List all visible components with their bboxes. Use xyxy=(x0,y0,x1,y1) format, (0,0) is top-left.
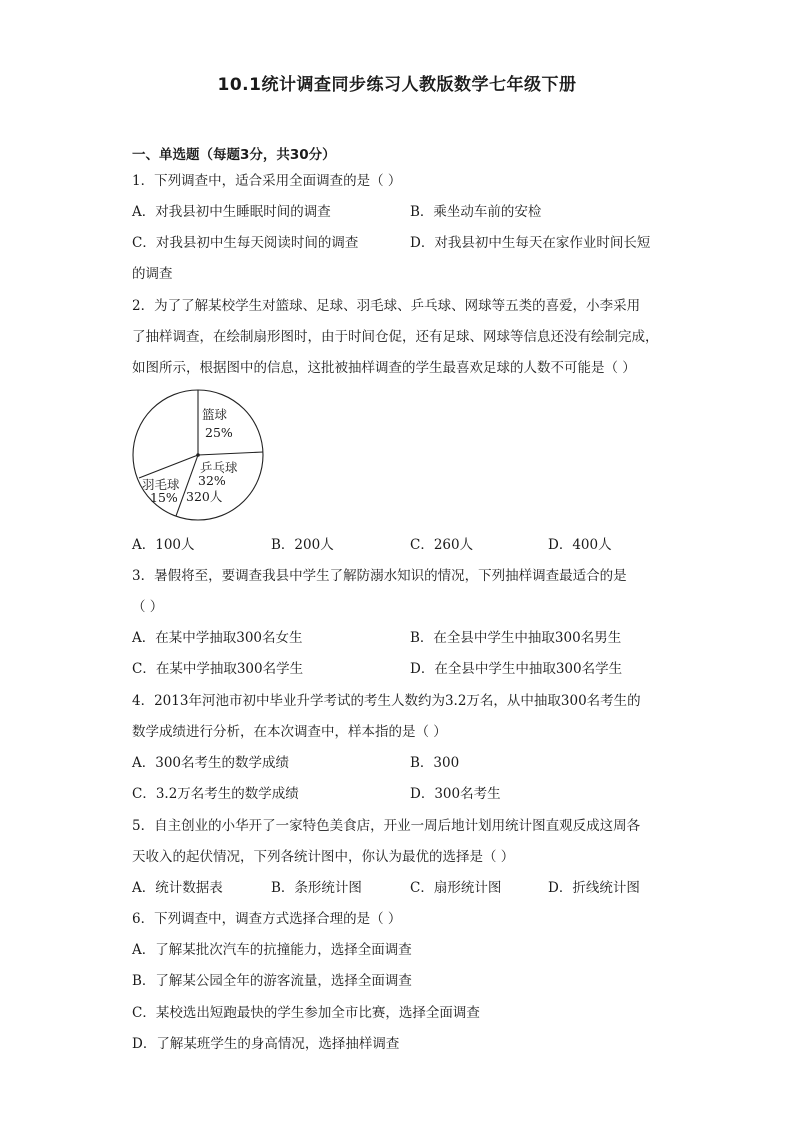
pie-divider-left xyxy=(139,455,198,478)
q4-line2: 数学成绩进行分析，在本次调查中，样本指的是（ ） xyxy=(132,724,447,740)
q1-option-b: B．乘坐动车前的安检 xyxy=(410,204,542,220)
q2-option-d: D．400人 xyxy=(548,537,612,553)
q5-option-d: D．折线统计图 xyxy=(548,880,640,896)
pie-count-pingpong: 320人 xyxy=(186,489,223,504)
q3-option-d: D．在全县中学生中抽取300名学生 xyxy=(410,661,623,677)
q2-option-c: C．260人 xyxy=(410,537,474,553)
pie-center xyxy=(196,453,200,457)
pie-divider-right xyxy=(198,452,263,455)
q6-stem: 6．下列调查中，调查方式选择合理的是（ ） xyxy=(132,911,402,927)
pie-pct-pingpong: 32% xyxy=(198,473,226,488)
q5-option-a: A．统计数据表 xyxy=(132,880,223,896)
pie-label-basketball: 篮球 xyxy=(202,407,228,422)
q2-line3: 如图所示，根据图中的信息，这批被抽样调查的学生最喜欢足球的人数不可能是（ ） xyxy=(132,360,636,376)
q5-line2: 天收入的起伏情况，下列各统计图中，你认为最优的选择是（ ） xyxy=(132,849,515,865)
q4-option-c: C．3.2万名考生的数学成绩 xyxy=(132,786,299,802)
q4-option-a: A．300名考生的数学成绩 xyxy=(132,755,290,771)
q1-stem: 1．下列调查中，适合采用全面调查的是（ ） xyxy=(132,173,402,189)
q6-option-b: B．了解某公园全年的游客流量，选择全面调查 xyxy=(132,973,412,989)
pie-chart xyxy=(128,386,270,524)
q5-line1: 5．自主创业的小华开了一家特色美食店，开业一周后地计划用统计图直观反成这周各 xyxy=(132,818,641,834)
q3-option-a: A．在某中学抽取300名女生 xyxy=(132,630,303,646)
q4-option-d: D．300名考生 xyxy=(410,786,501,802)
q4-line1: 4．2013年河池市初中毕业升学考试的考生人数约为3.2万名，从中抽取300名考生的 xyxy=(132,693,641,709)
q3-option-c: C．在某中学抽取300名学生 xyxy=(132,661,304,677)
pie-label-pingpong: 乒乓球 xyxy=(200,460,238,475)
q2-option-b: B．200人 xyxy=(271,537,334,553)
q1-option-d: D．对我县初中生每天在家作业时间长短 xyxy=(410,235,651,251)
q6-option-a: A．了解某批次汽车的抗撞能力，选择全面调查 xyxy=(132,942,412,958)
q3-line2: （ ） xyxy=(132,599,164,615)
q3-line1: 3．暑假将至，要调查我县中学生了解防溺水知识的情况，下列抽样调查最适合的是 xyxy=(132,568,627,584)
q6-option-d: D．了解某班学生的身高情况，选择抽样调查 xyxy=(132,1036,400,1052)
q4-option-b: B．300 xyxy=(410,755,460,771)
section-heading: 一、单选题（每题3分，共30分） xyxy=(132,147,336,163)
q1-option-d-cont: 的调查 xyxy=(132,266,173,282)
q6-option-c: C．某校选出短跑最快的学生参加全市比赛，选择全面调查 xyxy=(132,1005,480,1021)
page-title: 10.1统计调查同步练习人教版数学七年级下册 xyxy=(217,75,577,95)
q2-line2: 了抽样调查，在绘制扇形图时，由于时间仓促，还有足球、网球等信息还没有绘制完成， xyxy=(132,329,659,345)
q2-line1: 2．为了了解某校学生对篮球、足球、羽毛球、乒乓球、网球等五类的喜爱，小李采用 xyxy=(132,298,641,314)
q1-option-c: C．对我县初中生每天阅读时间的调查 xyxy=(132,235,359,251)
q3-option-b: B．在全县中学生中抽取300名男生 xyxy=(410,630,622,646)
q2-option-a: A．100人 xyxy=(132,537,195,553)
pie-pct-basketball: 25% xyxy=(205,425,233,440)
pie-pct-badminton: 15% xyxy=(150,490,178,505)
q5-option-c: C．扇形统计图 xyxy=(410,880,502,896)
q1-option-a: A．对我县初中生睡眠时间的调查 xyxy=(132,204,331,220)
q5-option-b: B．条形统计图 xyxy=(271,880,362,896)
pie-label-badminton: 羽毛球 xyxy=(142,477,180,492)
